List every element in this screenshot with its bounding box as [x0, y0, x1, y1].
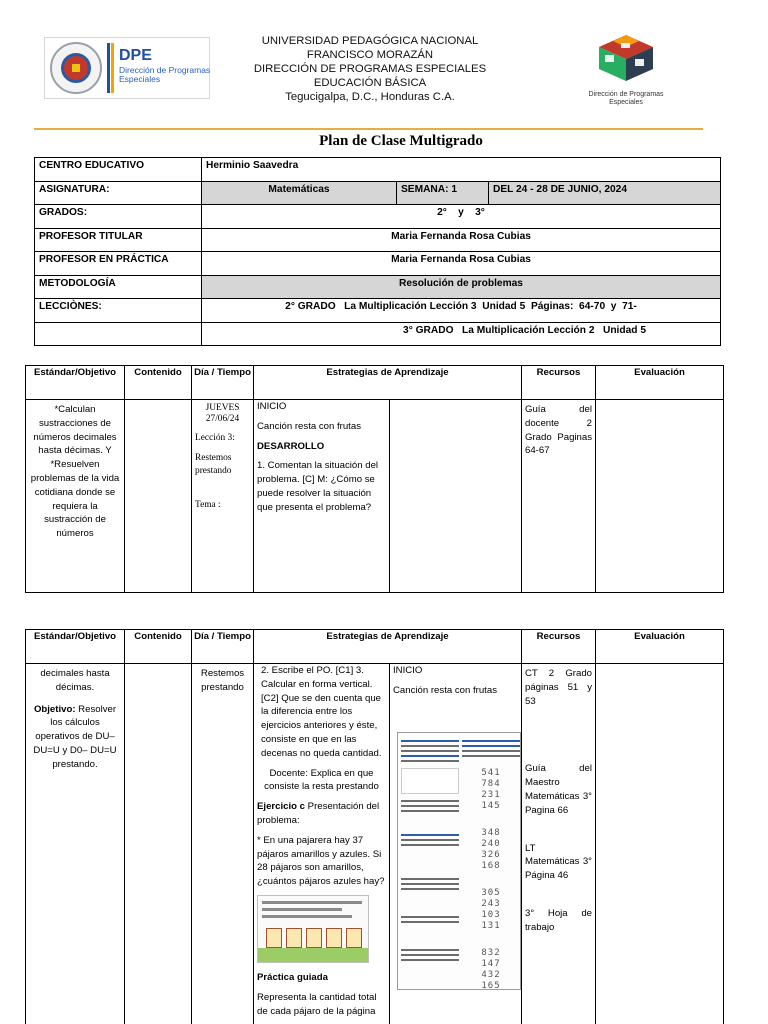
- plan2-docente: Docente: Explica en que consiste la resta prestando: [264, 767, 379, 793]
- document-title: Plan de Clase Multigrado: [319, 133, 483, 149]
- plan1-estandar: *Calculan sustracciones de números decimales hasta décimas. Y *Resuelven problemas de la vida cotidiana donde se requiera la sustracción de números: [26, 400, 125, 593]
- plan2-objetivo: [29, 703, 121, 772]
- worksheet-number: 131: [481, 920, 501, 931]
- cube-logo-icon: [595, 33, 657, 83]
- worksheet-image: [397, 732, 521, 990]
- plan2-recurso-4: 3° Hoja de trabajo: [525, 907, 592, 933]
- worksheet-number: 305: [481, 887, 501, 898]
- plan2-cancion: Canción resta con frutas: [393, 684, 497, 696]
- programas-especiales-logo: [584, 31, 668, 107]
- plan2-objetivo-label: Objetivo:: [33, 703, 76, 715]
- header-evaluacion: Evaluación: [596, 630, 724, 664]
- plan1-contenido: [125, 400, 192, 593]
- plan2-paso2: 2. Escribe el PO. [C1] 3. Calcular en forma vertical. [C2] Que se den cuenta que la diferencia entre los ejercicios anteriores y éste, consiste en que en las decenas no queda cantidad.: [261, 665, 382, 759]
- plan2-evaluacion: [596, 664, 724, 1024]
- plan2-practica: Práctica guiada: [257, 971, 328, 983]
- plan1-tema: Tema :: [195, 500, 221, 510]
- metodologia-value: Resolución de problemas: [202, 275, 721, 299]
- plan2-objetivo-text: Resolver los cálculos operativos de DU– DU=U y D0– DU=U prestando.: [33, 703, 117, 770]
- plan1-tema-title: Restemos prestando: [195, 453, 232, 476]
- info-table: [34, 157, 721, 346]
- plan2-contenido: [125, 664, 192, 1024]
- dpe-logo-subtitle: Dirección de Programas Especiales: [119, 65, 211, 84]
- worksheet-number: 348: [481, 827, 501, 838]
- worksheet-right-column: [462, 737, 520, 990]
- worksheet-number: 165: [481, 980, 501, 990]
- worksheet-number: 784: [481, 778, 501, 789]
- worksheet-number: 231: [481, 789, 501, 800]
- pajarera-illustration: [257, 895, 369, 963]
- header-dia: Día / Tiempo: [192, 366, 254, 400]
- header-dia: Día / Tiempo: [192, 630, 254, 664]
- worksheet-number: 240: [481, 838, 501, 849]
- practica-value: Maria Fernanda Rosa Cubias: [202, 252, 721, 276]
- plan1-paso1: 1. Comentan la situación del problema. [C] M: ¿Cómo se puede resolver la situación que presenta el problema?: [257, 460, 379, 513]
- plan2-ejercicio-label: Ejercicio c: [257, 801, 305, 813]
- plan2-ejercicio-text: Presentación del problema:: [257, 801, 380, 826]
- plan2-inicio: INICIO: [393, 665, 423, 676]
- worksheet-number: 145: [481, 800, 501, 811]
- plan2-recurso-2: Guía del Maestro Matemáticas 3° Pagina 66: [525, 763, 592, 816]
- worksheet-left-column: [401, 737, 459, 964]
- plan2-recursos: [522, 664, 596, 1024]
- centro-label: CENTRO EDUCATIVO: [35, 158, 202, 182]
- plan1-day: JUEVES: [205, 403, 240, 413]
- plan1-cancion: Canción resta con frutas: [257, 420, 361, 432]
- worksheet-number: 432: [481, 969, 501, 980]
- plan2-estrategias: [254, 664, 390, 1024]
- institution-line: UNIVERSIDAD PEDAGÓGICA NACIONAL: [261, 35, 479, 47]
- worksheet-number: 832: [481, 947, 501, 958]
- plan1-evaluacion: [596, 400, 724, 593]
- asignatura-value: Matemáticas: [202, 181, 397, 205]
- worksheet-number: 326: [481, 849, 501, 860]
- plan1-desarrollo: DESARROLLO: [257, 440, 325, 452]
- semana-label: SEMANA: 1: [397, 181, 489, 205]
- asignatura-label: ASIGNATURA:: [35, 181, 202, 205]
- plan2-recurso-3: LT Matemáticas 3° Página 46: [525, 842, 592, 882]
- worksheet-number: 243: [481, 898, 501, 909]
- dpe-logo-title: DPE: [119, 47, 152, 64]
- logo-right-caption: Dirección de Programas Especiales: [588, 91, 664, 106]
- leccion-3-grado: 3° GRADO La Multiplicación Lección 2 Unidad 5: [202, 322, 721, 346]
- centro-value: Herminio Saavedra: [202, 158, 721, 182]
- header-contenido: Contenido: [125, 366, 192, 400]
- worksheet-number: 541: [481, 767, 501, 778]
- institution-line: FRANCISCO MORAZÁN: [306, 49, 434, 61]
- header-contenido: Contenido: [125, 630, 192, 664]
- dpe-logo: [44, 37, 210, 99]
- institution-line: Tegucigalpa, D.C., Honduras C.A.: [285, 91, 455, 103]
- worksheet-number: 147: [481, 958, 501, 969]
- grados-label: GRADOS:: [35, 205, 202, 229]
- plan1-date: 27/06/24: [205, 414, 240, 424]
- institution-header: [232, 34, 508, 104]
- plan1-estrategias-extra: [390, 400, 522, 593]
- grados-value: 2° y 3°: [202, 205, 721, 229]
- university-seal-icon: [50, 42, 102, 94]
- titular-value: Maria Fernanda Rosa Cubias: [202, 228, 721, 252]
- plan-table-1: [25, 365, 724, 593]
- plan2-dia: Restemos prestando: [192, 664, 254, 1024]
- plan1-leccion: Lección 3:: [195, 433, 235, 443]
- header-estrategias: Estrategias de Aprendizaje: [254, 366, 522, 400]
- header-recursos: Recursos: [522, 630, 596, 664]
- worksheet-number: 103: [481, 909, 501, 920]
- header-estandar: Estándar/Objetivo: [26, 366, 125, 400]
- plan2-estrategias-extra: [390, 664, 522, 1024]
- header-recursos: Recursos: [522, 366, 596, 400]
- header-divider: [34, 128, 703, 130]
- header-estandar: Estándar/Objetivo: [26, 630, 125, 664]
- plan2-estandar-cont: decimales hasta décimas.: [40, 668, 110, 693]
- plan2-estandar: [26, 664, 125, 1024]
- leccion-2-grado: 2° GRADO La Multiplicación Lección 3 Unidad 5 Páginas: 64-70 y 71-: [202, 299, 721, 323]
- institution-line: DIRECCIÓN DE PROGRAMAS ESPECIALES: [253, 63, 487, 75]
- plan1-estrategias: [254, 400, 390, 593]
- header-estrategias: Estrategias de Aprendizaje: [254, 630, 522, 664]
- plan2-problema: * En una pajarera hay 37 pájaros amarillos y azules. Si 28 pájaros son amarillos, ¿cuántos pájaros azules hay?: [257, 834, 385, 888]
- plan1-recursos: Guía del docente 2 Grado Paginas 64-67: [522, 400, 596, 593]
- worksheet-number: 168: [481, 860, 501, 871]
- plan-table-2: [25, 629, 724, 1024]
- plan1-dia: [192, 400, 254, 593]
- fecha-value: DEL 24 - 28 DE JUNIO, 2024: [489, 181, 721, 205]
- lecciones-label: LECCIÒNES:: [35, 299, 202, 323]
- plan2-representa: Representa la cantidad total de cada pájaro de la página: [257, 991, 377, 1017]
- practica-label: PROFESOR EN PRÁCTICA: [35, 252, 202, 276]
- lecciones-empty: [35, 322, 202, 346]
- plan2-ejercicio: [257, 800, 386, 828]
- plan2-recurso-1: CT 2 Grado páginas 51 y 53: [525, 668, 592, 707]
- institution-line: EDUCACIÓN BÁSICA: [313, 77, 427, 89]
- metodologia-label: METODOLOGÍA: [35, 275, 202, 299]
- titular-label: PROFESOR TITULAR: [35, 228, 202, 252]
- header-evaluacion: Evaluación: [596, 366, 724, 400]
- plan1-inicio: INICIO: [257, 401, 287, 412]
